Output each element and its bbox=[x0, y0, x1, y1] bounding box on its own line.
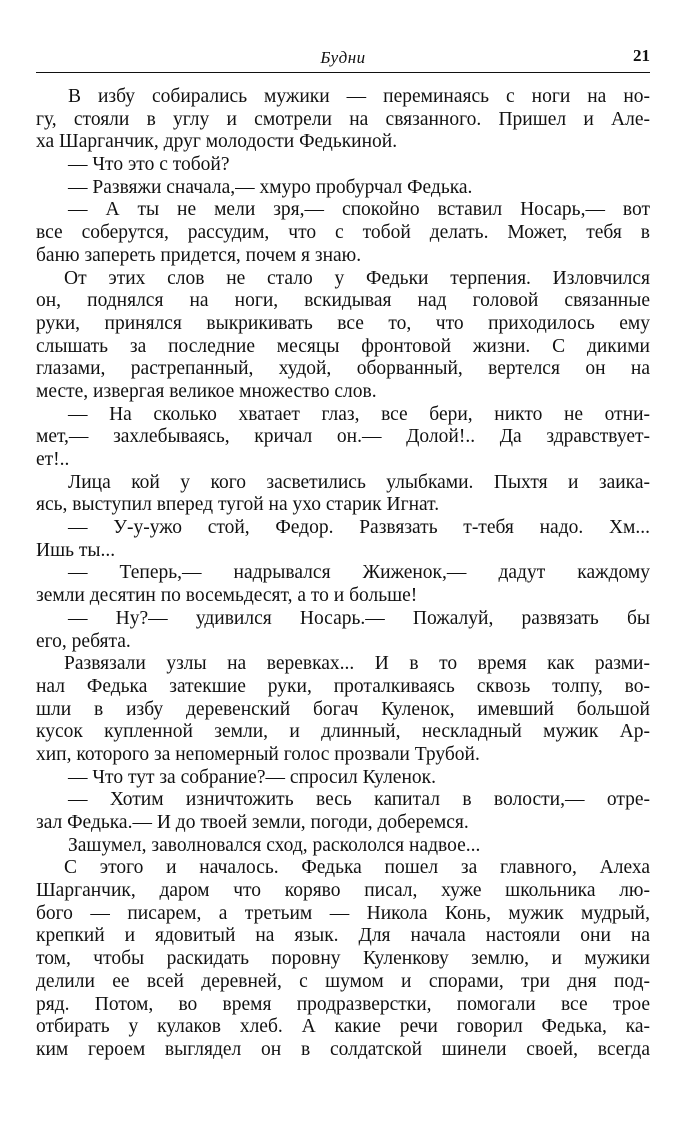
page-number: 21 bbox=[633, 46, 650, 65]
text-line: он, поднялся на ноги, вскидывая над головой связанные bbox=[36, 290, 650, 312]
text-line: слышать за последние месяцы фронтовой жизни. С дикими bbox=[36, 335, 650, 357]
text-line: месте, извергая великое множество слов. bbox=[36, 380, 377, 402]
text-line: мет,— захлебываясь, кричал он.— Долой!.. Да здравствует- bbox=[36, 426, 650, 448]
text-line: зал Федька.— И до твоей земли, погоди, доберемся. bbox=[36, 812, 469, 833]
running-header bbox=[36, 46, 650, 73]
text-line: глазами, растрепанный, худой, оборванный, вертелся он на bbox=[36, 358, 650, 380]
text-line: его, ребята. bbox=[36, 630, 131, 652]
text-line: Развязали узлы на веревках... И в то время как разми- bbox=[64, 653, 650, 675]
text-line: — У-у-ужо стой, Федор. Развязать т-тебя надо. Хм... bbox=[68, 517, 650, 539]
text-line: — Что тут за собрание?— спросил Куленок. bbox=[68, 766, 436, 788]
text-line: ряд. Потом, во время продразверстки, помогали все трое bbox=[36, 993, 650, 1015]
text-line: — Что это с тобой? bbox=[68, 154, 230, 176]
text-line: земли десятин по восемьдесят, а то и больше! bbox=[36, 585, 418, 607]
text-line: — На сколько хватает глаз, все бери, никто не отни- bbox=[68, 403, 650, 425]
text-line: шли в избу деревенский богач Куленок, имевший большой bbox=[36, 698, 650, 720]
text-line: — Развяжи сначала,— хмуро пробурчал Федька. bbox=[68, 176, 473, 198]
text-line: В избу собирались мужики — переминаясь с ноги на но- bbox=[68, 86, 650, 107]
text-line: том, чтобы раскидать поровну Куленкову землю, и мужики bbox=[36, 948, 650, 970]
text-line: кусок купленной земли, и длинный, нескладный мужик Ар- bbox=[36, 721, 650, 743]
running-title: Будни bbox=[320, 48, 366, 67]
text-line: баню запереть придется, почем я знаю. bbox=[36, 244, 362, 266]
text-line: Лица кой у кого засветились улыбками. Пыхтя и заика- bbox=[68, 471, 650, 493]
text-line: ким героем выглядел он в солдатской шинели своей, всегда bbox=[36, 1038, 650, 1060]
text-line: Ишь ты... bbox=[36, 539, 116, 561]
text-line: С этого и началось. Федька пошел за главного, Алеха bbox=[64, 857, 650, 879]
text-line: гу, стояли в углу и смотрели на связанного. Пришел и Але- bbox=[36, 108, 650, 130]
text-line: От этих слов не стало у Федьки терпения. Изловчился bbox=[64, 267, 650, 289]
text-line: — Ну?— удивился Носарь.— Пожалуй, развязать бы bbox=[68, 607, 650, 629]
text-line: хип, которого за непомерный голос прозвали Трубой. bbox=[36, 743, 480, 765]
book-page bbox=[36, 0, 650, 1125]
text-line: — Теперь,— надрывался Жиженок,— дадут каждому bbox=[68, 562, 650, 584]
text-line: ясь, выступил вперед тугой на ухо старик Игнат. bbox=[36, 494, 440, 516]
text-line: бого — писарем, а третьим — Никола Конь, мужик мудрый, bbox=[36, 902, 650, 924]
text-line: ха Шарганчик, друг молодости Федькиной. bbox=[36, 131, 398, 153]
text-line: крепкий и ядовитый на язык. Для начала настояли они на bbox=[36, 925, 650, 947]
text-line: отбирать у кулаков хлеб. А какие речи говорил Федька, ка- bbox=[36, 1016, 650, 1038]
text-line: Шарганчик, даром что коряво писал, хуже школьника лю- bbox=[36, 880, 650, 902]
text-line: руки, принялся выкрикивать все то, что приходилось ему bbox=[36, 312, 650, 334]
text-line: — А ты не мели зря,— спокойно вставил Носарь,— вот bbox=[68, 199, 650, 221]
text-line: делили ее всей деревней, с шумом и спорами, три дня под- bbox=[36, 970, 650, 992]
text-body bbox=[36, 86, 650, 1062]
text-line: нал Федька затекшие руки, проталкиваясь сквозь толпу, во- bbox=[36, 675, 650, 697]
text-line: все соберутся, рассудим, что с тобой делать. Может, тебя в bbox=[36, 222, 650, 244]
text-line: — Хотим изничтожить весь капитал в волости,— отре- bbox=[68, 789, 650, 811]
text-line: ет!.. bbox=[36, 449, 70, 470]
text-line: Зашумел, заволновался сход, раскололся надвое... bbox=[68, 834, 481, 856]
